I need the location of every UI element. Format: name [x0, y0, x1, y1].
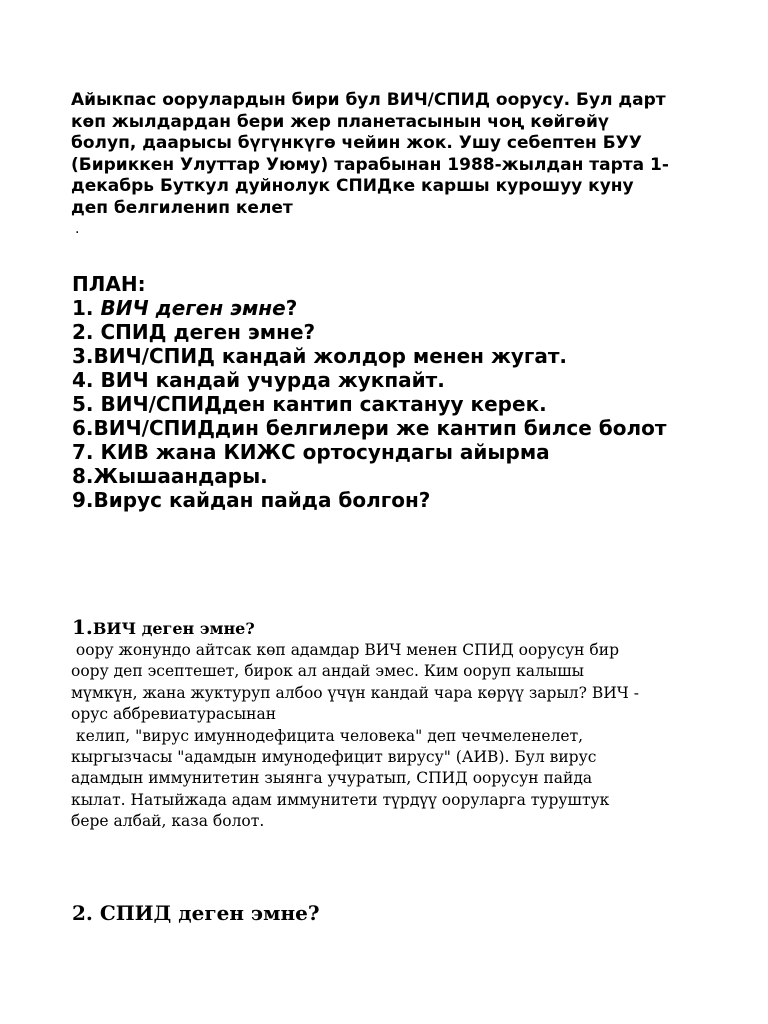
body-line: кылат. Натыйжада адам иммунитети түрдүү ооруларга туруштук	[71, 790, 610, 809]
intro-line: болуп, даарысы бүгүнкүгө чейин жок. Ушу себептен БУУ	[71, 133, 642, 153]
plan-item: 3.ВИЧ/СПИД кандай жолдор менен жугат.	[72, 344, 568, 368]
body-line: оору жонундо айтсак көп адамдар ВИЧ менен СПИД оорусун бир	[71, 641, 619, 659]
plan-item: 4. ВИЧ кандай учурда жукпайт.	[72, 368, 445, 392]
plan-item: 8.Жышаандары.	[72, 464, 268, 488]
intro-line: декабрь Буткул дуйнолук СПИДке каршы курошуу куну	[71, 176, 634, 196]
plan-item: 2. СПИД деген эмне?	[72, 320, 316, 344]
body-line: мүмкүн, жана жуктуруп албоо үчүн кандай чара көрүү зарыл? ВИЧ -	[71, 683, 639, 702]
intro-line: Айыкпас оорулардын бири бул ВИЧ/СПИД оорусу. Бул дарт	[71, 90, 666, 110]
plan-item: 1. ВИЧ деген эмне?	[72, 296, 298, 320]
body-line: бере албай, каза болот.	[71, 812, 265, 831]
plan-title: ПЛАН:	[72, 272, 146, 296]
section-1-number: 1.	[72, 615, 93, 639]
section-1-heading	[72, 615, 255, 639]
body-line: орус аббревиатурасынан	[71, 705, 277, 724]
body-line: кыргызчасы "адамдын имунодефицит вирусу" (АИВ). Бул вирус	[71, 748, 597, 767]
body-line: келип, "вирус имуннодефицита человека" деп чечмеленелет,	[71, 726, 584, 745]
plan-item: 7. КИВ жана КИЖС ортосундагы айырма	[72, 440, 550, 464]
section-1-title: ВИЧ деген эмне?	[92, 619, 255, 638]
plan-item: 5. ВИЧ/СПИДден кантип сактануу керек.	[72, 392, 547, 416]
intro-line: (Бириккен Улуттар Уюму) тарабынан 1988-жылдан тарта 1-	[71, 154, 669, 175]
plan-list	[72, 272, 732, 512]
plan-item: 9.Вирус кайдан пайда болгон?	[72, 488, 431, 512]
stray-dot: .	[75, 221, 80, 237]
section-2-heading: 2. СПИД деген эмне?	[72, 901, 320, 925]
plan-item: 6.ВИЧ/СПИДдин белгилери же кантип билсе болот	[72, 416, 667, 440]
intro-line: деп белгиленип келет	[71, 197, 293, 218]
body-line: оору деп эсептешет, бирок ал андай эмес. Ким ооруп калышы	[71, 662, 584, 681]
intro-line: көп жылдардан бери жер планетасынын чоң көйгөйү	[71, 111, 609, 132]
section-1-body	[71, 640, 711, 833]
body-line: адамдын иммунитетин зыянга учуратып, СПИД оорусун пайда	[71, 769, 593, 788]
intro-paragraph	[71, 90, 711, 219]
